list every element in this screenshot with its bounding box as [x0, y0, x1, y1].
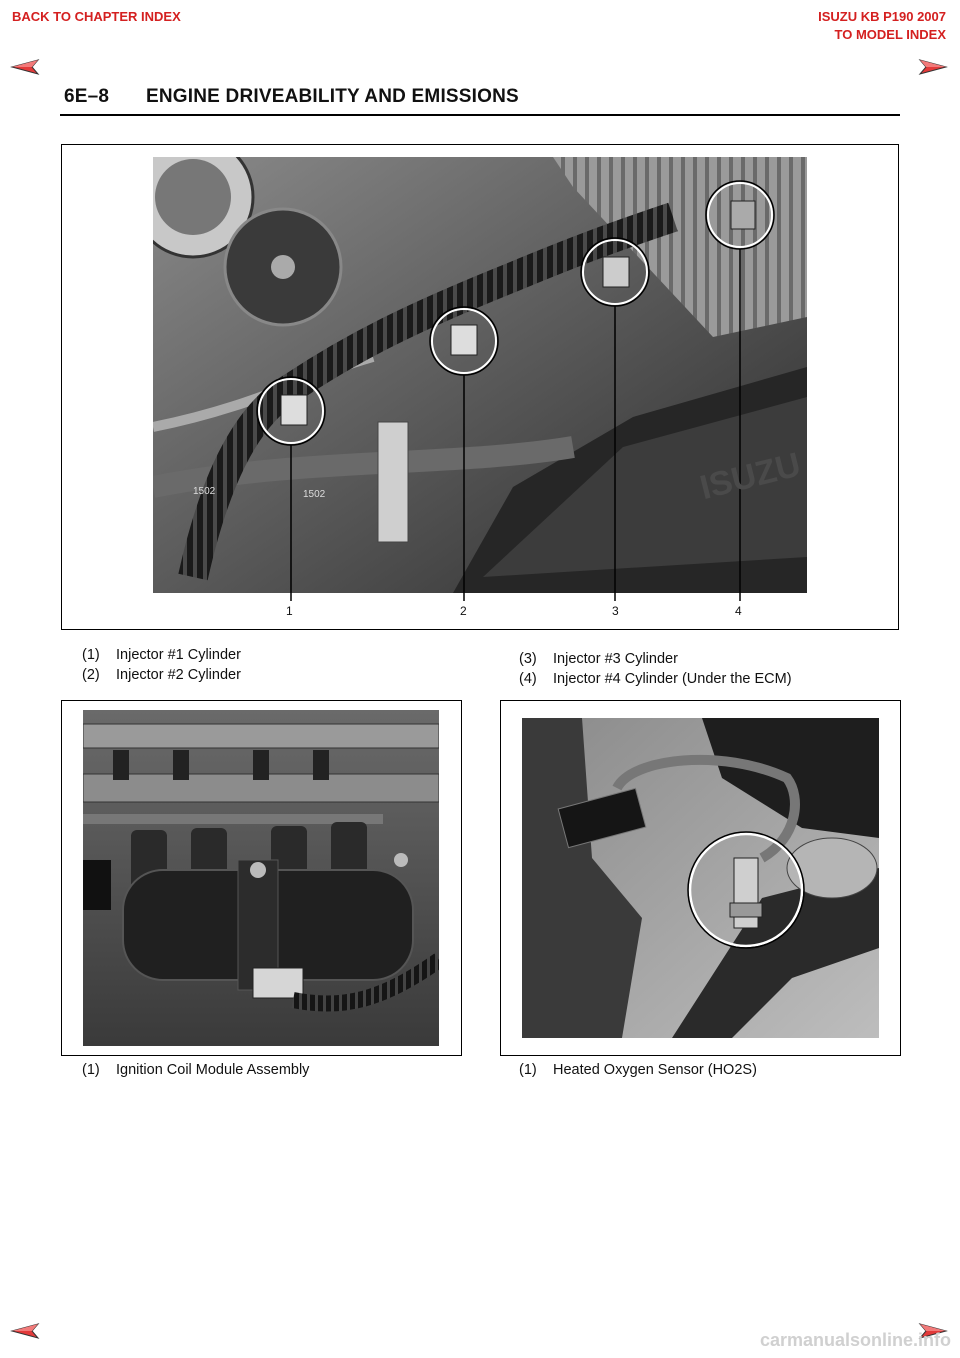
hose-marking-text: 1502 — [193, 486, 216, 497]
back-to-chapter-index-link[interactable]: BACK TO CHAPTER INDEX — [12, 9, 181, 24]
previous-page-arrow-icon[interactable] — [10, 58, 40, 76]
oxygen-sensor-figure-frame — [500, 700, 901, 1056]
oxygen-sensor-legend — [519, 1060, 757, 1080]
callout-number: 3 — [612, 604, 619, 618]
callout-number: 1 — [286, 604, 293, 618]
to-model-index-link[interactable]: TO MODEL INDEX — [834, 27, 946, 42]
watermark-text: carmanualsonline.info — [760, 1330, 952, 1350]
injector-legend-right — [519, 649, 792, 689]
page-heading — [64, 86, 519, 108]
injector-figure-frame — [61, 144, 899, 630]
legend-item: (1) Ignition Coil Module Assembly — [82, 1062, 310, 1078]
engine-injectors-photo — [153, 157, 807, 593]
model-name-link[interactable]: ISUZU KB P190 2007 — [818, 9, 946, 24]
next-page-arrow-icon[interactable] — [918, 58, 948, 76]
callout-number: 2 — [460, 604, 467, 618]
ignition-coil-figure-frame — [61, 700, 462, 1056]
manifold-badge-text: ISUZU — [696, 445, 805, 508]
hose-marking-text: 1502 — [303, 489, 326, 500]
previous-page-arrow-icon[interactable] — [10, 1322, 40, 1340]
legend-item: (1) Injector #1 Cylinder — [82, 647, 241, 663]
injector-legend-left — [82, 645, 241, 685]
legend-item: (3) Injector #3 Cylinder — [519, 651, 678, 667]
heading-rule — [60, 114, 900, 116]
section-number: 6E–8 — [64, 86, 110, 107]
ignition-coil-photo — [83, 710, 439, 1046]
section-title: ENGINE DRIVEABILITY AND EMISSIONS — [146, 86, 519, 107]
ignition-coil-legend — [82, 1060, 309, 1080]
callout-number: 4 — [735, 604, 742, 618]
legend-item: (1) Heated Oxygen Sensor (HO2S) — [519, 1062, 757, 1078]
oxygen-sensor-photo — [522, 718, 879, 1038]
legend-item: (2) Injector #2 Cylinder — [82, 667, 241, 683]
legend-item: (4) Injector #4 Cylinder (Under the ECM) — [519, 671, 792, 687]
